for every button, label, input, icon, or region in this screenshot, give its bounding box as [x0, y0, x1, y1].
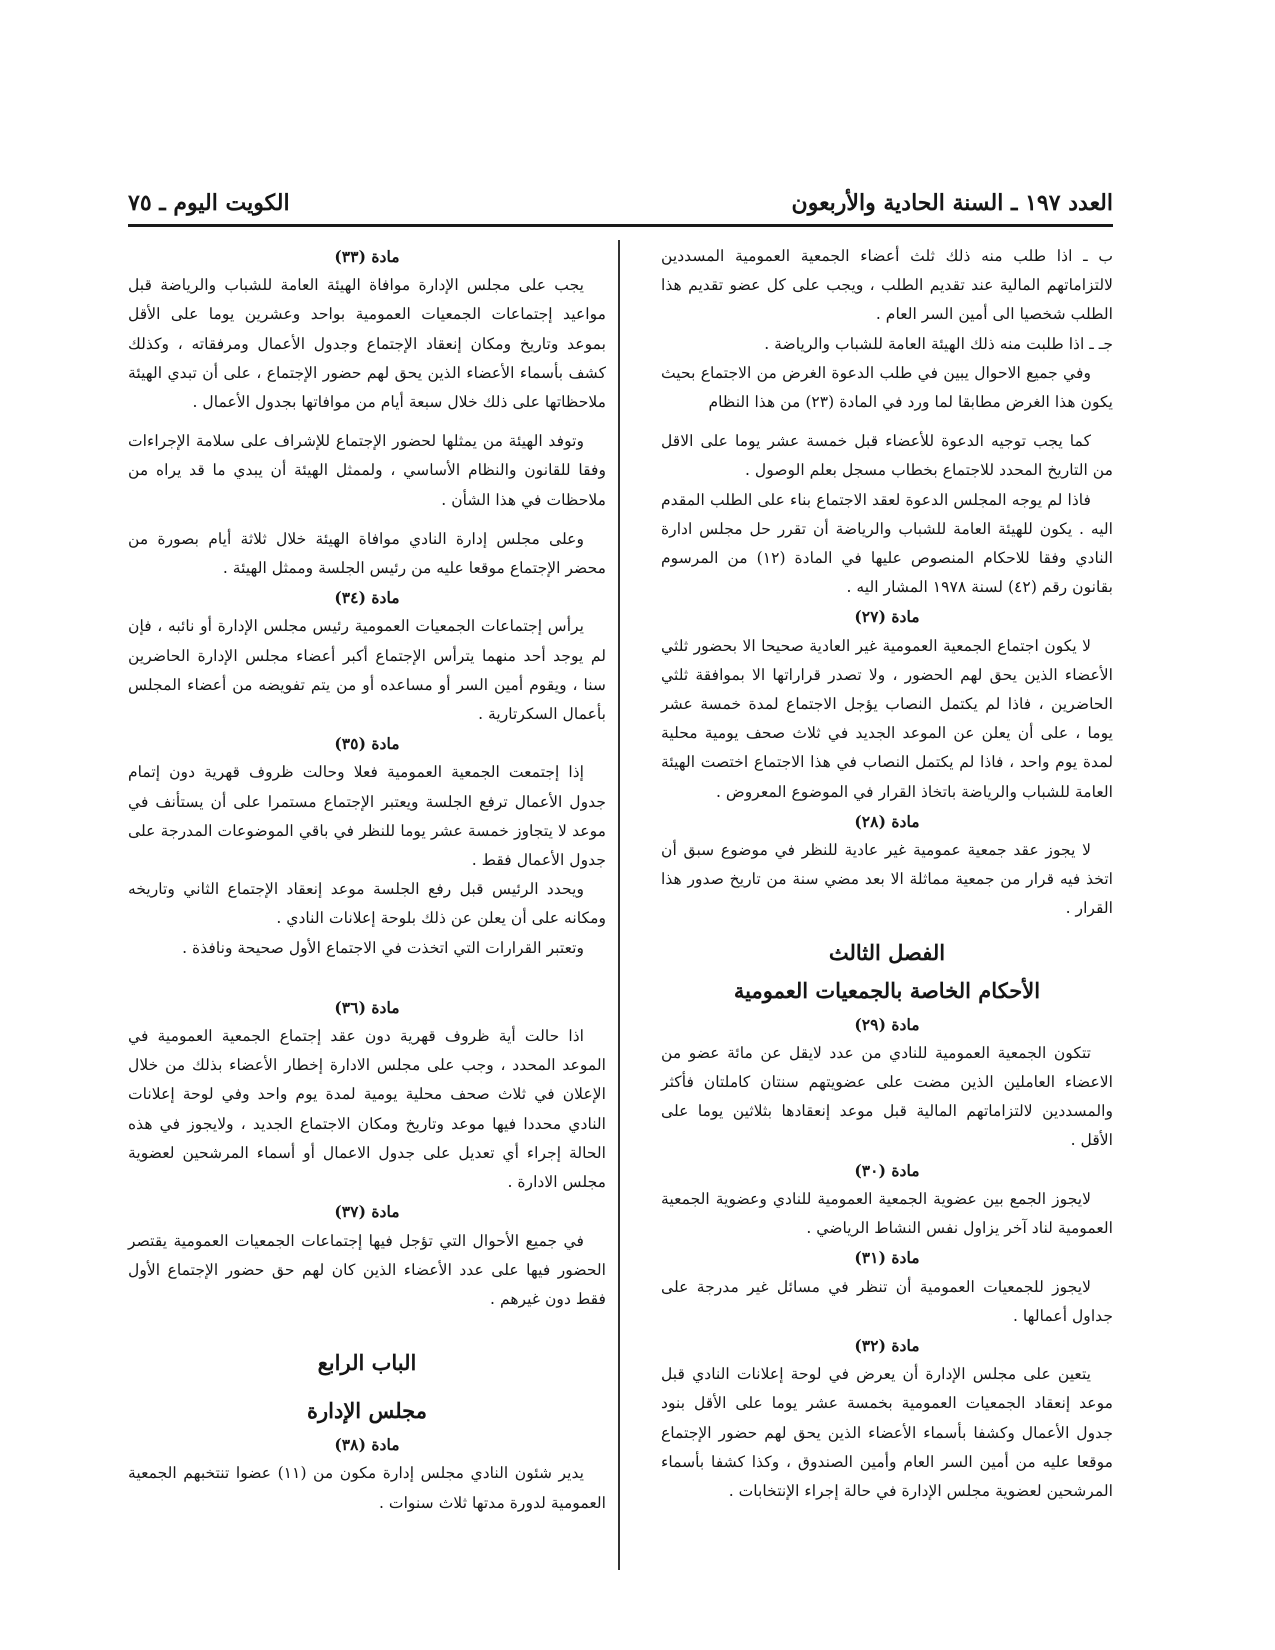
- article-text-37: في جميع الأحوال التي تؤجل فيها إجتماعات الجمعيات العمومية يقتصر الحضور فيها على عدد الأعضاء الذين كان لهم حق حضور الإجتماع الأول فقط دون غيرهم .: [128, 1231, 606, 1308]
- paragraph: وفي جميع الاحوال يبين في طلب الدعوة الغرض من الاجتماع بحيث يكون هذا الغرض مطابقا لما ورد في المادة (٢٣) من هذا النظام: [661, 363, 1113, 412]
- article-heading-35: مادة (٣٥): [334, 734, 400, 754]
- article-text-36: اذا حالت أية ظروف قهرية دون عقد إجتماع الجمعية العمومية في الموعد المحدد ، وجب على مجلس الادارة إخطار الأعضاء بذلك من خلال الإعلان في ثلاث صحف محلية يومية لمدة يوم واحد وفي لوحة إعلانات النادي محددا فيها موعد وتاريخ ومكان الاجتماع الجديد ، ولايجوز في هذه الحالة إجراء أي تعديل على جدول الاعمال أو أسماء المرشحين لعضوية مجلس الادارة .: [128, 1027, 606, 1192]
- paragraph: فاذا لم يوجه المجلس الدعوة لعقد الاجتماع بناء على الطلب المقدم اليه . يكون للهيئة العامة للشباب والرياضة أن تقرر حل مجلس ادارة النادي وفقا للاحكام المنصوص عليها في المادة (١٢) من المرسوم بقانون رقم (٤٢) لسنة ١٩٧٨ المشار اليه .: [661, 490, 1114, 597]
- article-text-32: يتعين على مجلس الإدارة أن يعرض في لوحة إعلانات النادي قبل موعد إنعقاد الجمعيات العمومية بخمسة عشر يوما على الأقل بنود جدول الأعمال وكشفا بأسماء الأعضاء الذين يحق لهم حضور الإجتماع موقعا عليه من أمين السر العام وأمين الصندوق ، وكذا كشفا بأسماء المرشحين لعضوية مجلس الإدارة في حالة إجراء الإنتخابات .: [661, 1365, 1113, 1500]
- issue-info: العدد ١٩٧ ـ السنة الحادية والأربعون: [791, 190, 1113, 216]
- paragraph: ويحدد الرئيس قبل رفع الجلسة موعد إنعقاد الإجتماع الثاني وتاريخه ومكانه على أن يعلن عن ذلك بلوحة إعلانات النادي .: [128, 880, 606, 928]
- article-text-33: يجب على مجلس الإدارة موافاة الهيئة العامة للشباب والرياضة قبل مواعيد إجتماعات الجمعيات العمومية بواحد وعشرين يوما على الأقل بموعد وتاريخ ومكان إنعقاد الإجتماع وجدول الأعمال ومرفقاته ، وكذلك كشف بأسماء الأعضاء الذين يحق لهم حضور الإجتماع ، على أن تبدي الهيئة ملاحظاتها على ذلك خلال سبعة أيام من موافاتها بجدول الأعمال .: [128, 276, 606, 412]
- paragraph: وتعتبر القرارات التي اتخذت في الاجتماع الأول صحيحة ونافذة .: [182, 938, 584, 957]
- chapter-heading: الباب الرابع: [317, 1350, 417, 1376]
- article-text-29: تتكون الجمعية العمومية للنادي من عدد لايقل عن مائة عضو من الاعضاء العاملين الذين مضت على عضويتهم سنتان كاملتان فأكثر والمسددين لالتزاماتهم المالية قبل موعد إنعقادها بثلاثين يوما على الأقل .: [661, 1043, 1113, 1150]
- clause-c: جـ ـ اذا طلبت منه ذلك الهيئة العامة للشباب والرياضة .: [764, 334, 1113, 353]
- article-heading-30: مادة (٣٠): [854, 1160, 920, 1180]
- right-column: [661, 242, 1113, 1506]
- paragraph: وتوفد الهيئة من يمثلها لحضور الإجتماع للإشراف على سلامة الإجراءات وفقا للقانون والنظام الأساسي ، ولممثل الهيئة أن يبدي ما قد يراه من ملاحظات في هذا الشأن .: [128, 432, 606, 509]
- article-heading-38: مادة (٣٨): [334, 1435, 400, 1455]
- article-text-34: يرأس إجتماعات الجمعيات العمومية رئيس مجلس الإدارة أو نائبه ، فإن لم يوجد أحد منهما يترأس الإجتماع أكبر أعضاء مجلس الإدارة الحاضرين سنا ، ويقوم أمين السر أو مساعده أو من يتم تفويضه من أعضاء المجلس بأعمال السكرتارية .: [128, 617, 606, 724]
- article-heading-32: مادة (٣٢): [854, 1335, 920, 1355]
- article-heading-28: مادة (٢٨): [854, 811, 920, 831]
- article-text-31: لايجوز للجمعيات العمومية أن تنظر في مسائل غير مدرجة على جداول أعمالها .: [661, 1277, 1113, 1325]
- article-heading-34: مادة (٣٤): [334, 588, 400, 608]
- article-heading-36: مادة (٣٦): [334, 997, 400, 1017]
- article-heading-37: مادة (٣٧): [334, 1202, 400, 1222]
- article-text-28: لا يجوز عقد جمعية عمومية غير عادية للنظر في موضوع سبق أن اتخذ فيه قرار من جمعية مماثلة الا بعد مضي سنة من تاريخ صدور هذا القرار .: [661, 841, 1113, 918]
- column-divider: [618, 240, 620, 1570]
- page-header: [128, 190, 1113, 227]
- article-text-35: إذا إجتمعت الجمعية العمومية فعلا وحالت ظروف قهرية دون إتمام جدول الأعمال ترفع الجلسة ويعتبر الإجتماع مستمرا على أن يستأنف في موعد لا يتجاوز خمسة عشر يوما للنظر في باقي الموضوعات المدرجة على جدول الأعمال فقط .: [128, 763, 606, 870]
- paragraph: وعلى مجلس إدارة النادي موافاة الهيئة خلال ثلاثة أيام بصورة من محضر الإجتماع موقعا عليه من رئيس الجلسة وممثل الهيئة .: [128, 529, 606, 578]
- article-text-27: لا يكون اجتماع الجمعية العمومية غير العادية صحيحا الا بحضور ثلثي الأعضاء الذين يحق لهم الحضور ، ولا تصدر قراراتها الا بموافقة ثلثي الحاضرين ، فاذا لم يكتمل النصاب يؤجل الاجتماع لمدة خمسة عشر يوما ، على أن يعلن عن الموعد الجديد في ثلاث صحف يومية محلية لمدة يوم واحد ، فاذا لم يكتمل النصاب في هذا الاجتماع اختصت الهيئة العامة للشباب والرياضة باتخاذ القرار في الموضوع المعروض .: [661, 636, 1113, 801]
- gazette-page-number: الكويت اليوم ـ ٧٥: [128, 190, 290, 216]
- article-heading-29: مادة (٢٩): [854, 1014, 920, 1034]
- article-text-30: لايجوز الجمع بين عضوية الجمعية العمومية للنادي وعضوية الجمعية العمومية لناد آخر يزاول نفس النشاط الرياضي .: [661, 1189, 1113, 1238]
- article-heading-33: مادة (٣٣): [334, 247, 400, 266]
- paragraph: كما يجب توجيه الدعوة للأعضاء قبل خمسة عشر يوما على الاقل من التاريخ المحدد للاجتماع بخطاب مسجل بعلم الوصول .: [661, 432, 1113, 480]
- chapter-heading: الفصل الثالث: [828, 939, 946, 965]
- clause-b: ب ـ اذا طلب منه ذلك ثلث أعضاء الجمعية العمومية المسددين لالتزاماتهم المالية عند تقديم الطلب ، ويجب على كل عضو تقديم هذا الطلب شخصيا الى أمين السر العام .: [661, 247, 1113, 324]
- article-text-38: يدير شئون النادي مجلس إدارة مكون من (١١) عضوا تنتخبهم الجمعية العمومية لدورة مدتها ثلاث سنوات .: [128, 1464, 606, 1512]
- left-column: [128, 242, 606, 1518]
- chapter-title: مجلس الإدارة: [307, 1398, 427, 1424]
- chapter-title: الأحكام الخاصة بالجمعيات العمومية: [733, 977, 1041, 1003]
- article-heading-31: مادة (٣١): [854, 1248, 920, 1268]
- article-heading-27: مادة (٢٧): [854, 607, 920, 627]
